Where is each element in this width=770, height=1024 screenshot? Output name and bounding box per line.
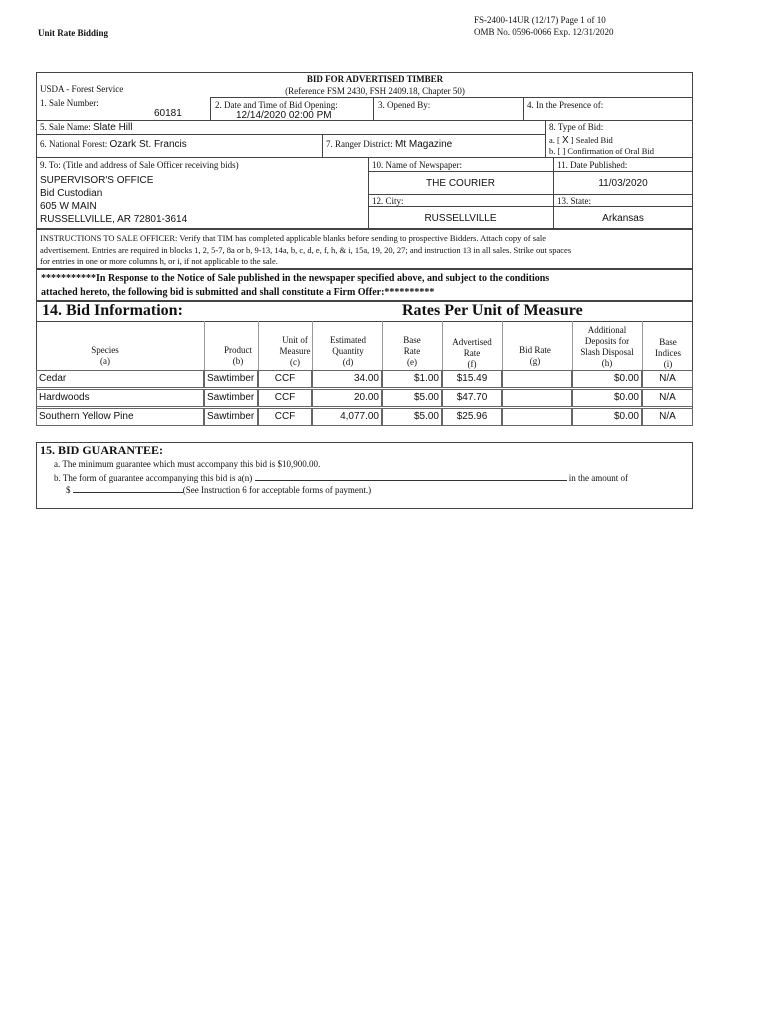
opened-by-label: 3. Opened By: <box>378 100 431 110</box>
species-cell: Hardwoods <box>36 389 204 407</box>
sealed-bid-option[interactable]: a. [ X ] Sealed Bid <box>549 135 613 146</box>
presence-label: 4. In the Presence of: <box>527 100 604 110</box>
city-value[interactable]: RUSSELLVILLE <box>424 213 497 224</box>
date-published-value[interactable]: 11/03/2020 <box>598 178 648 189</box>
indices-cell: N/A <box>642 408 693 426</box>
sale-number-value[interactable]: 60181 <box>154 108 182 119</box>
date-published-label: 11. Date Published: <box>557 160 628 170</box>
slash-cell: $0.00 <box>572 389 642 407</box>
column-header: Estimated Quantity (d) <box>330 335 366 367</box>
guarantee-amount-field[interactable] <box>73 483 183 493</box>
address-line: SUPERVISOR'S OFFICE <box>40 175 154 186</box>
firm-offer-text: ***********In Response to the Notice of Sale published in the newspaper specified above, and subject to the conditions attached hereto, the following bid is submitted and shall constitute a Firm Offer:********** <box>41 273 550 298</box>
column-header: Base Indices (i) <box>655 337 681 369</box>
quantity-cell: 20.00 <box>312 389 382 407</box>
agency-label: USDA - Forest Service <box>40 84 124 94</box>
product-cell: Sawtimber <box>204 370 258 388</box>
rates-title: Rates Per Unit of Measure <box>402 302 583 319</box>
ranger-district-value[interactable]: Mt Magazine <box>395 139 453 150</box>
column-header: Unit of Measure (c) <box>279 335 311 367</box>
quantity-cell: 4,077.00 <box>312 408 382 426</box>
product-cell: Sawtimber <box>204 389 258 407</box>
address-line: Bid Custodian <box>40 188 103 199</box>
column-header: Additional Deposits for Slash Disposal (h) <box>580 325 634 368</box>
address-line: 605 W MAIN <box>40 201 97 212</box>
advertised-rate-cell: $15.49 <box>442 370 502 388</box>
instructions-text: INSTRUCTIONS TO SALE OFFICER: Verify that TIM has completed applicable blanks before sending to prospective Bidders. Attach copy of sale advertisement. Entries are required in blocks 1, 2, 5-7, 8a or b, 9-13, 14a, b, c, d, e, f, h, & i, 15a, 19, 20, 27; and instruction 13 in all sales. Strike out spaces for entries in one or more columns h, or i, if not applicable to the sale. <box>40 233 572 266</box>
bid-rate-cell[interactable] <box>502 370 572 388</box>
slash-cell: $0.00 <box>572 370 642 388</box>
city-label: 12. City: <box>372 196 404 206</box>
guarantee-form-field[interactable] <box>255 471 567 481</box>
advertised-rate-cell: $25.96 <box>442 408 502 426</box>
opened-by-field[interactable] <box>378 110 518 120</box>
state-value[interactable]: Arkansas <box>602 213 644 224</box>
unit-cell: CCF <box>258 389 312 407</box>
column-header: Advertised Rate (f) <box>452 337 492 369</box>
advertised-rate-cell: $47.70 <box>442 389 502 407</box>
to-label: 9. To: (Title and address of Sale Officer receiving bids) <box>40 160 239 170</box>
indices-cell: N/A <box>642 389 693 407</box>
newspaper-value[interactable]: THE COURIER <box>426 178 495 189</box>
guarantee-form-line: b. The form of guarantee accompanying this bid is a(n) in the amount of <box>54 473 629 483</box>
base-rate-cell: $5.00 <box>382 408 442 426</box>
ranger-district-label: 7. Ranger District: Mt Magazine <box>326 139 453 150</box>
sale-number-label: 1. Sale Number: <box>40 98 99 108</box>
newspaper-label: 10. Name of Newspaper: <box>372 160 462 170</box>
guarantee-minimum: a. The minimum guarantee which must accompany this bid is $10,900.00. <box>54 459 321 469</box>
sale-name-label: 5. Sale Name: Slate Hill <box>40 122 133 133</box>
presence-field[interactable] <box>527 110 687 120</box>
column-header: Product (b) <box>224 345 252 366</box>
guarantee-amount-line: $ (See Instruction 6 for acceptable forms of payment.) <box>66 485 372 495</box>
national-forest-label: 6. National Forest: Ozark St. Francis <box>40 139 187 150</box>
national-forest-value[interactable]: Ozark St. Francis <box>109 139 187 150</box>
species-cell: Cedar <box>36 370 204 388</box>
unit-cell: CCF <box>258 370 312 388</box>
slash-cell: $0.00 <box>572 408 642 426</box>
bid-title: BID FOR ADVERTISED TIMBER <box>306 74 444 84</box>
bid-info-title: 14. Bid Information: <box>42 302 183 319</box>
state-label: 13. State: <box>557 196 591 206</box>
product-cell: Sawtimber <box>204 408 258 426</box>
bid-rate-cell[interactable] <box>502 408 572 426</box>
indices-cell: N/A <box>642 370 693 388</box>
bid-rate-cell[interactable] <box>502 389 572 407</box>
address-line: RUSSELLVILLE, AR 72801-3614 <box>40 214 188 225</box>
bid-opening-label: 2. Date and Time of Bid Opening: <box>215 100 338 110</box>
sale-name-value[interactable]: Slate Hill <box>93 122 133 133</box>
base-rate-cell: $1.00 <box>382 370 442 388</box>
form-number: FS-2400-14UR (12/17) Page 1 of 10 <box>474 15 606 25</box>
omb-number: OMB No. 0596-0066 Exp. 12/31/2020 <box>474 27 614 37</box>
sealed-bid-check[interactable]: X <box>561 135 569 146</box>
oral-bid-option[interactable]: b. [ ] Confirmation of Oral Bid <box>549 146 655 156</box>
bid-type-label: 8. Type of Bid: <box>549 122 604 132</box>
species-cell: Southern Yellow Pine <box>36 408 204 426</box>
quantity-cell: 34.00 <box>312 370 382 388</box>
column-header: Bid Rate (g) <box>519 345 551 366</box>
unit-cell: CCF <box>258 408 312 426</box>
bid-opening-value[interactable]: 12/14/2020 02:00 PM <box>236 110 332 121</box>
form-title: Unit Rate Bidding <box>38 28 109 38</box>
guarantee-title: 15. BID GUARANTEE: <box>40 443 164 457</box>
reference-text: (Reference FSM 2430, FSH 2409.18, Chapter 50) <box>285 86 465 96</box>
sale-officer-address[interactable] <box>40 174 187 226</box>
column-header: Species (a) <box>91 345 119 366</box>
base-rate-cell: $5.00 <box>382 389 442 407</box>
column-header: Base Rate (e) <box>403 335 421 367</box>
